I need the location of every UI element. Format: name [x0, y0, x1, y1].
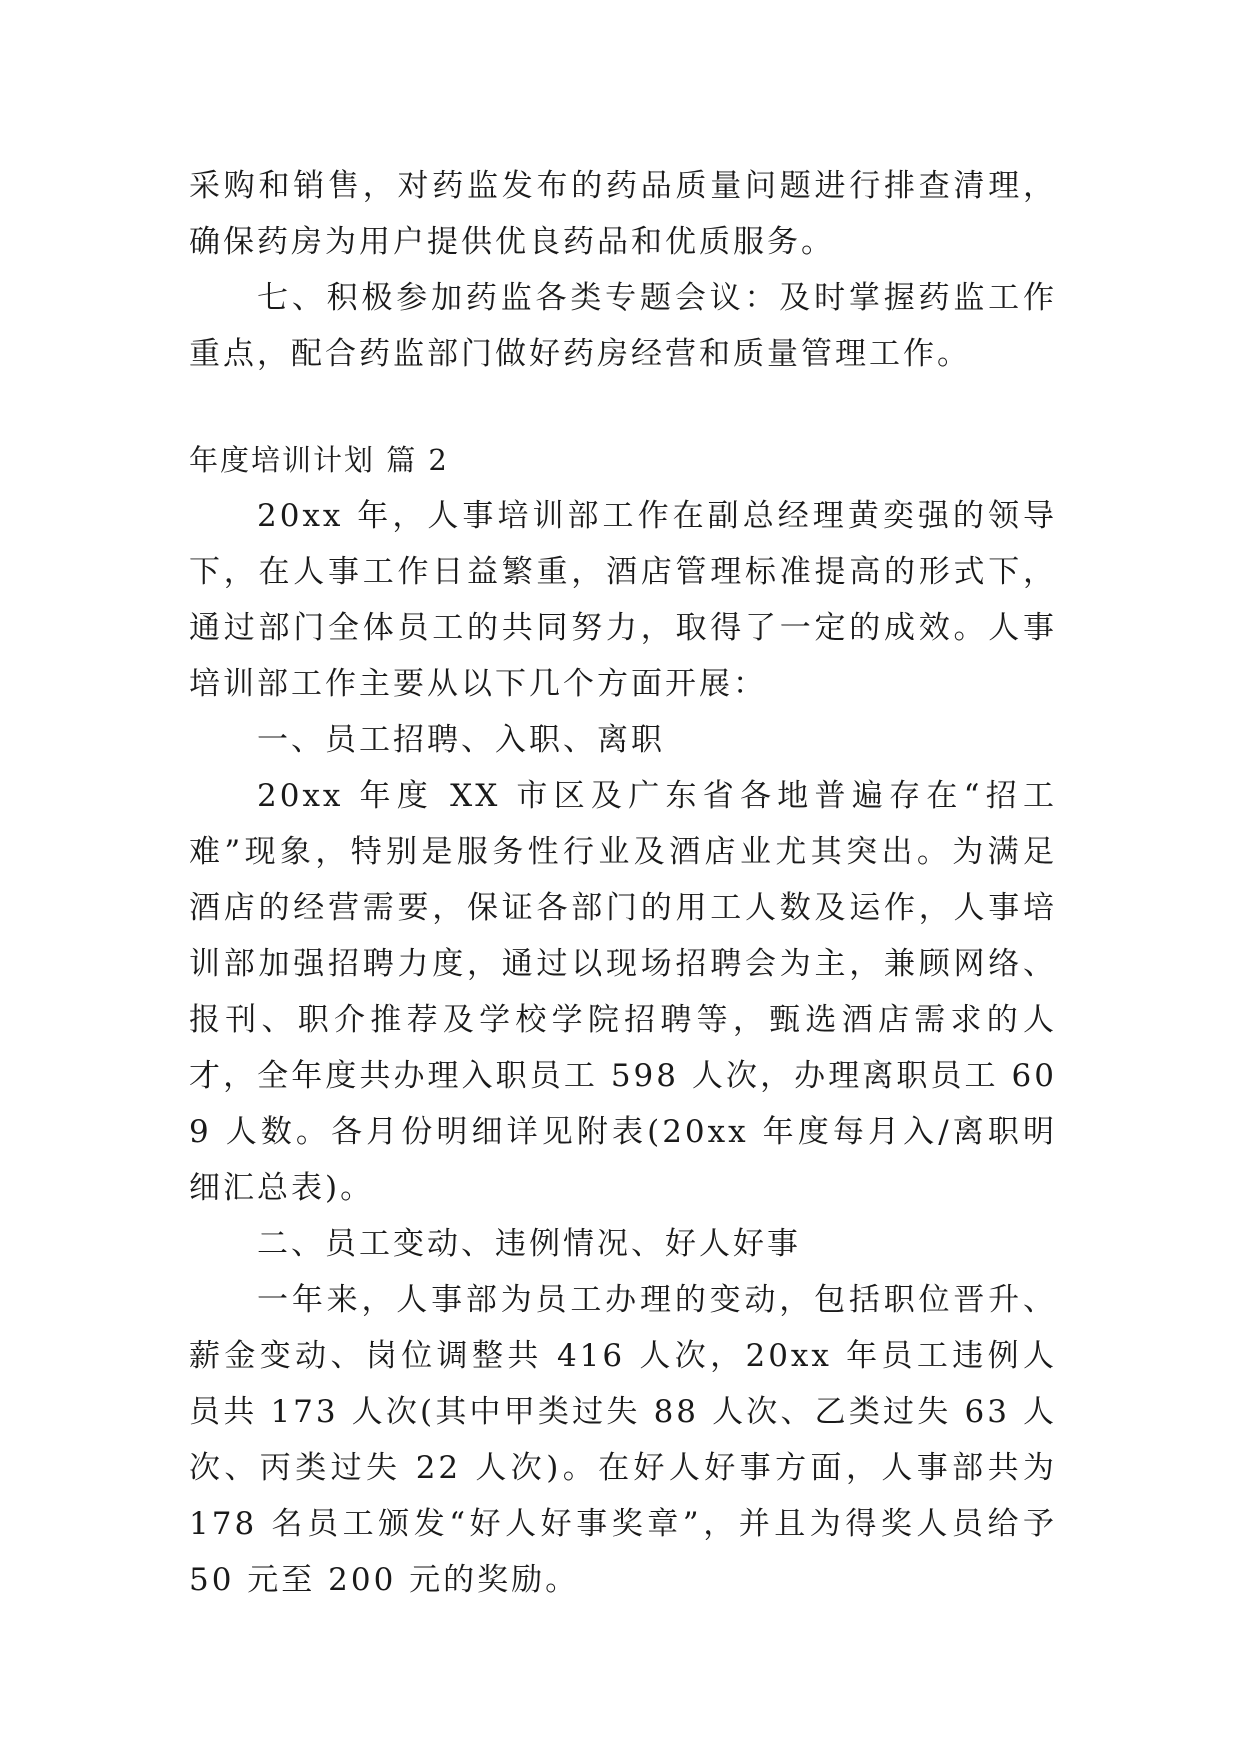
paragraph-continuation: 采购和销售，对药监发布的药品质量问题进行排查清理，确保药房为用户提供优良药品和优质服务。	[189, 168, 1057, 260]
section-title: 年度培训计划 篇 2	[189, 443, 449, 477]
paragraph-item-seven: 七、积极参加药监各类专题会议：及时掌握药监工作重点，配合药监部门做好药房经营和质量管理工作。	[189, 280, 1057, 372]
section-spacer	[189, 382, 1057, 432]
paragraph-summary: 20xx 年，人事培训部工作在副总经理黄奕强的领导下，在人事工作日益繁重，酒店管理标准提高的形式下，通过部门全体员工的共同努力，取得了一定的成效。人事培训部工作主要从以下几个方面开展：	[189, 498, 1057, 702]
subheading-changes: 二、员工变动、违例情况、好人好事	[257, 1226, 801, 1262]
document-content	[189, 158, 1057, 1608]
paragraph-changes: 一年来，人事部为员工办理的变动，包括职位晋升、薪金变动、岗位调整共 416 人次，20xx 年员工违例人员共 173 人次(其中甲类过失 88 人次、乙类过失 63 人次、丙类过失 22 人次)。在好人好事方面，人事部共为 178 名员工颁发“好人好事奖章”，并且为得奖人员给予 50 元至 200 元的奖励。	[189, 1282, 1057, 1598]
paragraph-recruitment: 20xx 年度 XX 市区及广东省各地普遍存在“招工难”现象，特别是服务性行业及酒店业尤其突出。为满足酒店的经营需要，保证各部门的用工人数及运作，人事培训部加强招聘力度，通过以现场招聘会为主，兼顾网络、报刊、职介推荐及学校学院招聘等，甄选酒店需求的人才，全年度共办理入职员工 598 人次，办理离职员工 609 人数。各月份明细详见附表(20xx 年度每月入/离职明细汇总表)。	[189, 778, 1057, 1206]
subheading-recruitment: 一、员工招聘、入职、离职	[257, 722, 665, 758]
